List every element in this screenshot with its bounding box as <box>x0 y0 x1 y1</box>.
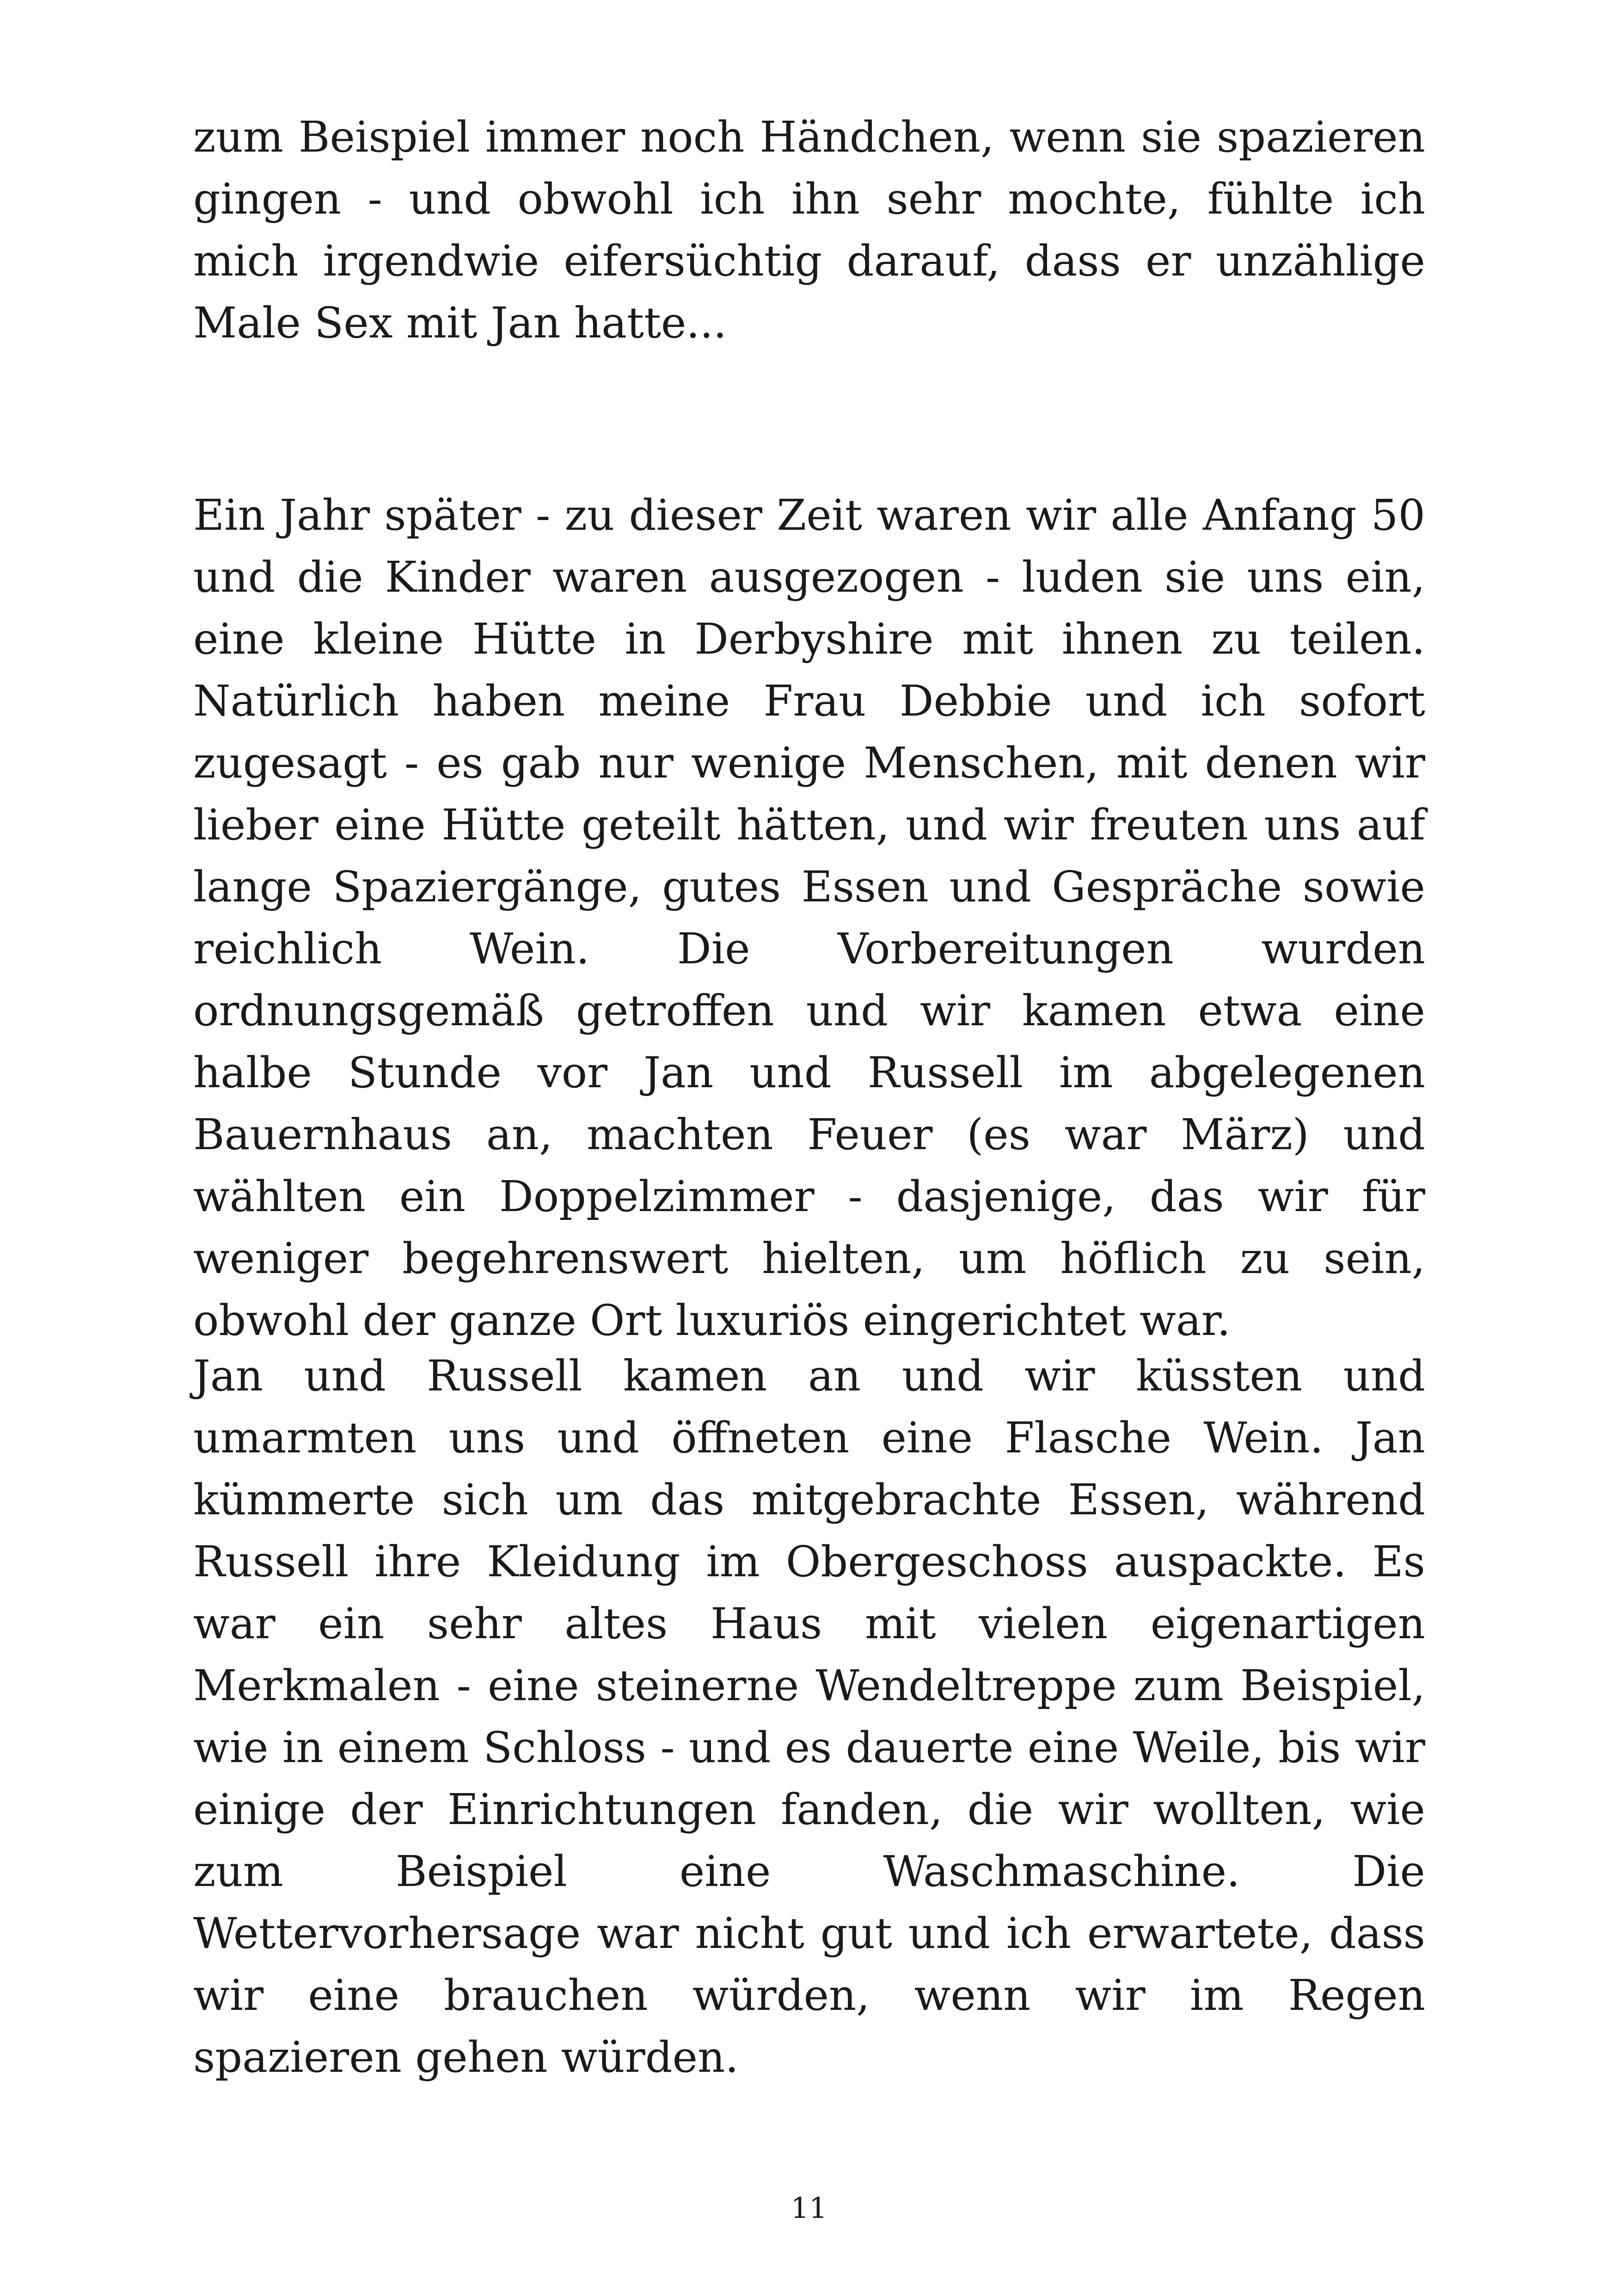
paragraph-2: Ein Jahr später - zu dieser Zeit waren wir alle Anfang 50 und die Kinder waren ausgezogen - luden sie uns ein, eine kleine Hütte in Derbyshire mit ihnen zu teilen. Natürlich haben meine Frau Debbie und ich sofort zugesagt - es gab nur wenige Menschen, mit denen wir lieber eine Hütte geteilt hätten, und wir freuten uns auf lange Spaziergänge, gutes Essen und Gespräche sowie reichlich Wein. Die Vorbereitungen wurden ordnungsgemäß getroffen und wir kamen etwa eine halbe Stunde vor Jan und Russell im abgelegenen Bauernhaus an, machten Feuer (es war März) und wählten ein Doppelzimmer - dasjenige, das wir für weniger begehrenswert hielten, um höflich zu sein, obwohl der ganze Ort luxuriös eingerichtet war. <box>193 490 1425 1345</box>
paragraph-1: zum Beispiel immer noch Händchen, wenn sie spazieren gingen - und obwohl ich ihn sehr mochte, fühlte ich mich irgendwie eifersüchtig darauf, dass er unzählige Male Sex mit Jan hatte... <box>193 112 1425 348</box>
page-number: 11 <box>791 2191 827 2225</box>
paragraph-3: Jan und Russell kamen an und wir küssten und umarmten uns und öffneten eine Flasche Wein. Jan kümmerte sich um das mitgebrachte Essen, während Russell ihre Kleidung im Obergeschoss auspackte. Es war ein sehr altes Haus mit vielen eigenartigen Merkmalen - eine steinerne Wendeltreppe zum Beispiel, wie in einem Schloss - und es dauerte eine Weile, bis wir einige der Einrichtungen fanden, die wir wollten, wie zum Beispiel eine Waschmaschine. Die Wettervorhersage war nicht gut und ich erwartete, dass wir eine brauchen würden, wenn wir im Regen spazieren gehen würden. <box>193 1351 1425 2082</box>
